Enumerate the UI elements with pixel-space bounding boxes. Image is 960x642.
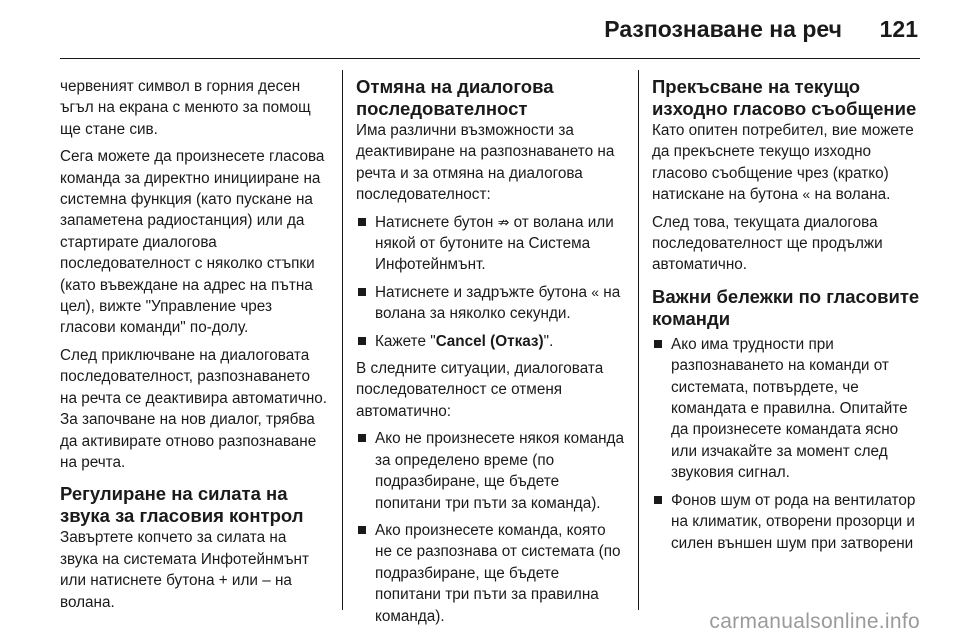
list-item: Ако има трудности при разпознаването на команди от системата, потвърдете, че командата е правилна. Опитайте да произнесете командата ясно или изчакайте за момент след звуковия сигнал. (652, 334, 920, 484)
section-heading-cancel: Отмяна на диалогова последователност (356, 76, 554, 119)
list-item: Натиснете и задръжте бутона « на волана за няколко секунди. (356, 282, 624, 325)
bullet-square-icon (654, 496, 662, 504)
paragraph: червеният символ в горния десен ъгъл на екрана с менюто за помощ ще стане сив. (60, 78, 311, 138)
column-divider-2 (638, 70, 639, 610)
paragraph: След приключване на диалоговата последователност, разпознаването на речта се деактивира автоматично. За започване на нов диалог, трябва да активирате отново разпознаване на речта. (60, 346, 328, 471)
bullet-square-icon (654, 340, 662, 348)
list-item: Ако не произнесете някоя команда за определено време (по подразбиране, ще бъдете попитани три пъти за команда). (356, 428, 624, 514)
list-item: Ако произнесете команда, която не се разпознава от системата (по подразбиране, ще бъдете попитани три пъти за правилна команда). (356, 520, 624, 627)
voice-off-icon: ⇏ (497, 213, 510, 230)
paragraph: Има различни възможности за деактивиране на разпознаването на речта и за отмяна на диалогова последователност: (356, 122, 615, 204)
page-number: 121 (879, 16, 918, 42)
paragraph: След това, текущата диалогова последователност ще продължи автоматично. (652, 213, 883, 274)
page-title: Разпознаване на реч (604, 16, 842, 42)
column-2 (356, 76, 624, 633)
paragraph: В следните ситуации, диалоговата последователност се отменя автоматично: (356, 360, 604, 420)
paragraph: Като опитен потребител, вие можете да прекъснете текущо изходно гласово съобщение чрез (кратко) натискане на бутона « на волана. (652, 122, 914, 204)
column-1 (60, 76, 328, 619)
bullet-square-icon (358, 218, 366, 226)
bullet-square-icon (358, 434, 366, 442)
voice-icon: « (591, 283, 600, 300)
section-heading-volume: Регулиране на силата на звука за гласовия контрол (60, 483, 304, 527)
section-heading-notes: Важни бележки по гласовите команди (652, 285, 920, 329)
page-header (0, 0, 960, 60)
bullet-square-icon (358, 288, 366, 296)
command-cancel: Cancel (Отказ) (435, 332, 544, 350)
voice-icon: « (802, 186, 811, 203)
header-divider (60, 58, 920, 59)
list-item: Натиснете бутон ⇏ от волана или някой от бутоните на Система Инфотейнмънт. (356, 212, 624, 276)
paragraph: Завъртете копчето за силата на звука на системата Инфотейнмънт или натиснете бутона + или – на волана. (60, 529, 309, 611)
section-heading-interrupt: Прекъсване на текущо изходно гласово съобщение (652, 76, 917, 119)
bullet-square-icon (358, 337, 366, 345)
paragraph: Сега можете да произнесете гласова команда за директно иницииране на системна функция (като пускане на запаметена радиостанция) или да стартирате диалогова последователност с няколко стъпки (като въвеждане на адрес на пътна цел), вижте "Управление чрез гласови команди" по-долу. (60, 148, 325, 337)
list-item: Фонов шум от рода на вентилатор на климатик, отворени прозорци и силен външен шум при затворени (652, 490, 920, 554)
column-divider-1 (342, 70, 343, 610)
watermark: carmanualsonline.info (709, 610, 920, 633)
bullet-square-icon (358, 526, 366, 534)
list-item: Кажете "Cancel (Отказ)". (356, 331, 624, 352)
column-3 (652, 76, 920, 560)
